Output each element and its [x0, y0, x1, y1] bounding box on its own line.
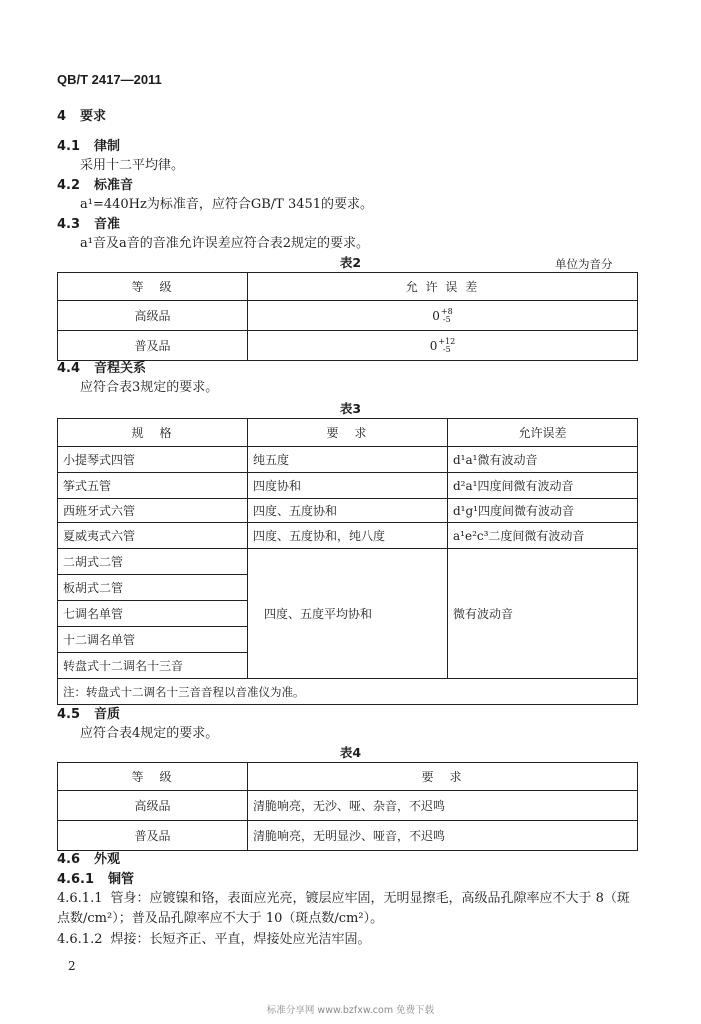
- table-row: [58, 301, 638, 331]
- section-title: 音程关系: [94, 361, 147, 376]
- section-heading-4-3: [57, 217, 120, 233]
- table-header-cell: 等 级: [58, 273, 248, 301]
- table-header-cell: 规 格: [58, 419, 248, 447]
- spec-cell: 板胡式二管: [58, 575, 248, 601]
- tolerance-upper: +12: [438, 336, 456, 346]
- clause-text: 管身：应镀镍和铬，表面应光亮，镀层应牢固，无明显擦毛，高级品孔隙率应不大于 8（斑: [110, 891, 630, 906]
- spec-cell: 七调名单管: [58, 601, 248, 627]
- table-row: [58, 549, 638, 575]
- paragraph-4-6-1-2: [57, 932, 371, 948]
- table-header-cell: 要 求: [248, 419, 448, 447]
- section-title: 音准: [94, 217, 121, 232]
- table-header-cell: 允 许 误 差: [248, 273, 638, 301]
- paragraph-4-3: a¹音及a音的音准允许误差应符合表2规定的要求。: [80, 236, 369, 251]
- tolerance-cell: [248, 331, 638, 361]
- section-number: 4.6: [57, 852, 81, 867]
- section-title: 律制: [94, 139, 121, 154]
- merged-requirement-cell: 四度、五度平均协和: [248, 549, 448, 679]
- table-row: [58, 473, 638, 499]
- footer-watermark: 标准分享网 www.bzfxw.com 免费下载: [266, 1005, 435, 1016]
- requirement-cell: 四度、五度协和: [248, 499, 448, 523]
- table-header-cell: 等 级: [58, 763, 248, 791]
- table3-caption: 表3: [339, 401, 362, 416]
- clause-number: 4.6.1.2: [57, 932, 103, 947]
- section-heading-4-4: [57, 361, 146, 377]
- grade-cell: 普及品: [58, 821, 248, 851]
- section-number: 4: [57, 109, 67, 124]
- paragraph-4-5: 应符合表4规定的要求。: [80, 726, 219, 741]
- paragraph-4-6-1-1-line1: [57, 891, 630, 907]
- spec-cell: 十二调名单管: [58, 627, 248, 653]
- paragraph-4-4: 应符合表3规定的要求。: [80, 380, 219, 395]
- table2-unit: 单位为音分: [555, 257, 613, 271]
- table-header-cell: 要 求: [248, 763, 638, 791]
- section-title: 铜管: [108, 872, 135, 887]
- table-header-row: [58, 273, 638, 301]
- section-title: 标准音: [94, 178, 134, 193]
- tolerance-upper: +8: [440, 306, 453, 316]
- spec-cell: 夏威夷式六管: [58, 523, 248, 549]
- section-heading-4-5: [57, 707, 120, 723]
- table-header-cell: 允许误差: [448, 419, 638, 447]
- requirement-cell: 四度、五度协和，纯八度: [248, 523, 448, 549]
- tolerance-lower: -5: [442, 314, 451, 324]
- table-header-row: [58, 763, 638, 791]
- section-heading-4-1: [57, 139, 120, 155]
- grade-cell: 高级品: [58, 301, 248, 331]
- table-note-row: [58, 679, 638, 705]
- table-row: [58, 447, 638, 473]
- tolerance-base: 0: [432, 308, 440, 323]
- clause-number: 4.6.1.1: [57, 891, 103, 906]
- merged-tolerance-cell: 微有波动音: [448, 549, 638, 679]
- section-number: 4.4: [57, 361, 81, 376]
- spec-cell: 筝式五管: [58, 473, 248, 499]
- table2-caption: 表2: [339, 255, 362, 270]
- requirement-cell: 清脆响亮，无沙、哑、杂音，不迟鸣: [248, 791, 638, 821]
- tolerance-lower: -5: [442, 344, 451, 354]
- table-header-row: [58, 419, 638, 447]
- table2: [57, 272, 638, 361]
- table4-caption: 表4: [339, 745, 362, 760]
- tolerance-cell: d¹g¹四度间微有波动音: [448, 499, 638, 523]
- requirement-cell: 纯五度: [248, 447, 448, 473]
- section-number: 4.2: [57, 178, 81, 193]
- tolerance-base: 0: [429, 338, 438, 353]
- tolerance-cell: d¹a¹微有波动音: [448, 447, 638, 473]
- page-number: 2: [68, 959, 76, 973]
- section-title: 外观: [94, 852, 121, 867]
- table-row: [58, 523, 638, 549]
- tolerance-value: [430, 338, 456, 354]
- section-heading-4: [57, 109, 106, 125]
- section-heading-4-2: [57, 178, 133, 194]
- section-number: 4.3: [57, 217, 81, 232]
- table4: [57, 762, 638, 851]
- grade-cell: 高级品: [58, 791, 248, 821]
- paragraph-4-2: a¹=440Hz为标准音，应符合GB/T 3451的要求。: [80, 197, 374, 212]
- table-row: [58, 499, 638, 523]
- tolerance-cell: d²a¹四度间微有波动音: [448, 473, 638, 499]
- section-number: 4.5: [57, 707, 81, 722]
- requirement-cell: 四度协和: [248, 473, 448, 499]
- section-number: 4.6.1: [57, 872, 95, 887]
- table-note: 注：转盘式十二调名十三音音程以音准仪为准。: [58, 679, 638, 705]
- section-number: 4.1: [57, 139, 81, 154]
- section-title: 音质: [94, 707, 121, 722]
- tolerance-value: [432, 308, 452, 324]
- tolerance-cell: a¹e²c³二度间微有波动音: [448, 523, 638, 549]
- clause-text: 焊接：长短齐正、平直，焊接处应光洁牢固。: [110, 932, 371, 947]
- spec-cell: 西班牙式六管: [58, 499, 248, 523]
- standard-code: QB/T 2417—2011: [57, 72, 162, 87]
- table-row: [58, 791, 638, 821]
- section-heading-4-6: [57, 852, 120, 868]
- table3: [57, 418, 638, 705]
- table-row: [58, 331, 638, 361]
- paragraph-4-1: 采用十二平均律。: [80, 158, 185, 173]
- paragraph-4-6-1-1-line2: 点数/cm²）；普及品孔隙率应不大于 10（斑点数/cm²）。: [57, 911, 384, 926]
- spec-cell: 小提琴式四管: [58, 447, 248, 473]
- grade-cell: 普及品: [58, 331, 248, 361]
- table-row: [58, 821, 638, 851]
- spec-cell: 转盘式十二调名十三音: [58, 653, 248, 679]
- requirement-cell: 清脆响亮，无明显沙、哑音，不迟鸣: [248, 821, 638, 851]
- section-title: 要求: [80, 109, 107, 124]
- section-heading-4-6-1: [57, 872, 134, 888]
- spec-cell: 二胡式二管: [58, 549, 248, 575]
- tolerance-cell: [248, 301, 638, 331]
